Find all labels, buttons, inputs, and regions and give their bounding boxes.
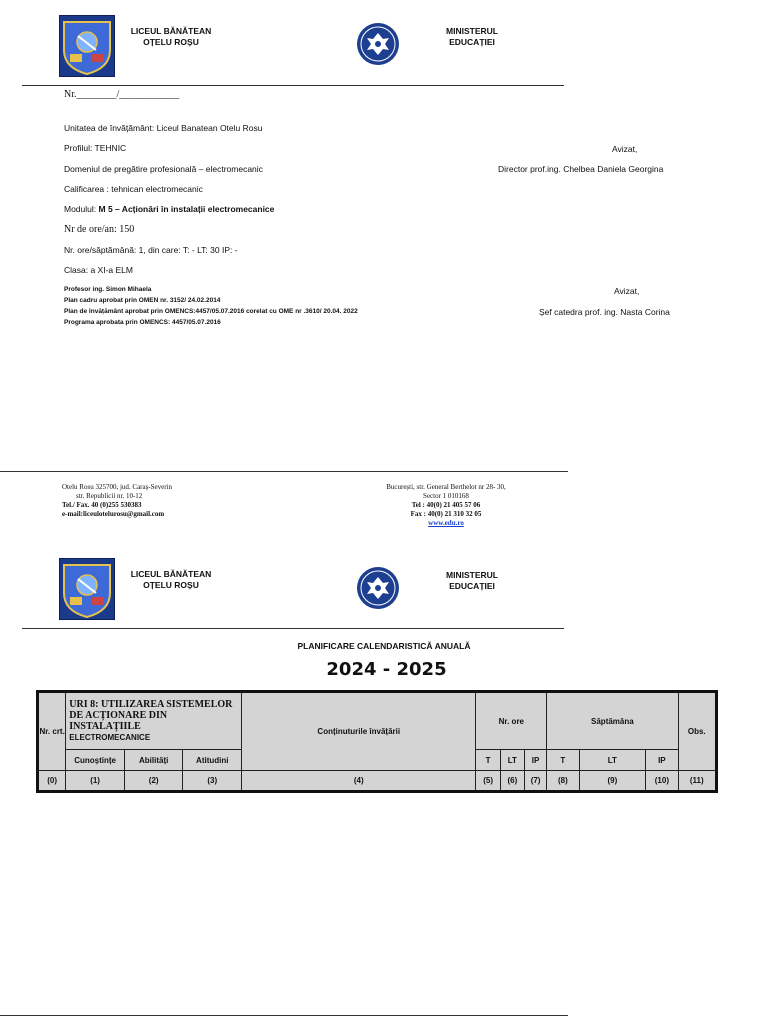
header-uri [66,692,242,750]
subheader-sapt-ip: IP [646,750,678,771]
header-divider-2 [22,628,564,629]
planificare-table [36,690,718,793]
government-seal-2 [356,566,400,610]
uri-title: URI 8: UTILIZAREA SISTEMELOR DE ACȚIONARE DIN INSTALAȚIILE [69,699,233,732]
ministry-name-line1: MINISTERUL [446,26,498,36]
avizat-sef-catedra: Avizat, [614,286,640,296]
header-divider [22,85,564,86]
footer-left-phone: Tel./ Fax. 40 (0)255 530383 [62,501,142,509]
index-cell: (9) [579,771,646,792]
table-row [38,771,717,792]
ministry-name [440,26,504,48]
school-name-line2: OȚELU ROȘU [143,37,199,47]
plan-cadru: Plan cadru aprobat prin OMEN nr. 3152/ 24.02.2014 [64,297,221,304]
subheader-abilitati: Abilități [124,750,183,771]
footer-right-fax: Fax : 40(0) 21 310 32 05 [410,510,482,518]
ministry-name-line1: MINISTERUL [446,570,498,580]
index-cell: (3) [183,771,242,792]
modulul-prefix: Modulul: [64,204,99,214]
header-nr-ore: Nr. ore [476,692,547,750]
index-cell: (4) [242,771,476,792]
footer-left-email: e-mail:liceulotelurosu@gmail.com [62,510,165,518]
government-seal [356,22,400,66]
government-seal-icon [356,22,400,66]
subheader-ore-ip: IP [524,750,546,771]
school-logo-2 [59,558,115,620]
nr-ore-saptamana: Nr. ore/săptămână: 1, din care: T: - LT: 30 IP: - [64,245,238,255]
footer-right [356,483,536,528]
ministry-name-line2: EDUCAȚIEI [449,581,495,591]
index-cell: (2) [124,771,183,792]
school-name-line2: OȚELU ROȘU [143,580,199,590]
plan-invatamant: Plan de învățământ aprobat prin OMENCS:4457/05.07.2016 corelat cu OME nr .3610/ 20.04. 2022 [64,308,358,315]
header-obs: Obs. [678,692,716,771]
nr-ore-an: Nr de ore/an: 150 [64,224,135,235]
unitatea: Unitatea de învățământ: Liceul Banatean Otelu Rosu [64,123,263,133]
subheader-sapt-lt: LT [579,750,646,771]
subheader-cunostinte: Cunoștințe [66,750,125,771]
director-name: Director prof.ing. Chelbea Daniela Georgina [498,164,664,174]
index-cell: (1) [66,771,125,792]
school-name-line1: LICEUL BĂNĂTEAN [130,569,212,579]
programa: Programa aprobata prin OMENCS: 4457/05.07.2016 [64,319,221,326]
index-cell: (5) [476,771,500,792]
index-cell: (10) [646,771,678,792]
profilul: Profilul: TEHNIC [64,143,127,153]
nr-line: Nr.________/____________ [64,89,180,100]
profesor: Profesor ing. Simon Mihaela [64,286,152,293]
index-cell: (6) [500,771,524,792]
planificare-title: PLANIFICARE CALENDARISTICĂ ANUALĂ [297,641,471,651]
ministry-name-2 [440,570,504,592]
footer-right-address: București, str. General Berthelot nr 28- 30, [386,483,506,491]
calificarea: Calificarea : tehnican electromecanic [64,184,203,194]
subheader-ore-lt: LT [500,750,524,771]
clasa: Clasa: a XI-a ELM [64,265,133,275]
school-name-2 [130,569,212,591]
bottom-divider [0,1015,568,1016]
school-crest-icon [60,16,114,76]
footer-right-sector: Sector 1 010168 [423,492,469,500]
domeniul: Domeniul de pregătire profesională – electromecanic [64,164,263,174]
header-continuturi: Conținuturile învățării [242,692,476,771]
index-cell: (8) [547,771,579,792]
footer-left [62,483,222,519]
school-logo [59,15,115,77]
index-cell: (7) [524,771,546,792]
modulul [64,204,274,215]
index-cell: (0) [38,771,66,792]
index-cell: (11) [678,771,716,792]
header-saptamana: Săptămâna [547,692,678,750]
footer-divider [0,471,568,472]
school-crest-icon [60,559,114,619]
header-nr-crt: Nr. crt. [38,692,66,771]
footer-left-address: Otelu Rosu 325700, jud. Caraș-Severin [62,483,173,491]
ministry-name-line2: EDUCAȚIEI [449,37,495,47]
sef-catedra-name: Șef catedra prof. ing. Nasta Corina [539,307,670,317]
footer-left-street: str. Republicii nr. 10-12 [76,492,143,500]
avizat-director: Avizat, [612,144,638,154]
footer-website-link[interactable]: www.edu.ro [428,519,464,527]
school-name-line1: LICEUL BĂNĂTEAN [130,26,212,36]
school-year: 2024 - 2025 [326,659,447,680]
school-name [130,26,212,48]
footer-right-phone: Tel : 40(0) 21 405 57 06 [411,501,481,509]
subheader-atitudini: Atitudini [183,750,242,771]
modulul-name: M 5 – Acționări în instalații electromecanice [98,204,275,214]
subheader-ore-t: T [476,750,500,771]
subheader-sapt-t: T [547,750,579,771]
uri-subtitle: ELECTROMECANICE [69,733,151,742]
government-seal-icon [356,566,400,610]
